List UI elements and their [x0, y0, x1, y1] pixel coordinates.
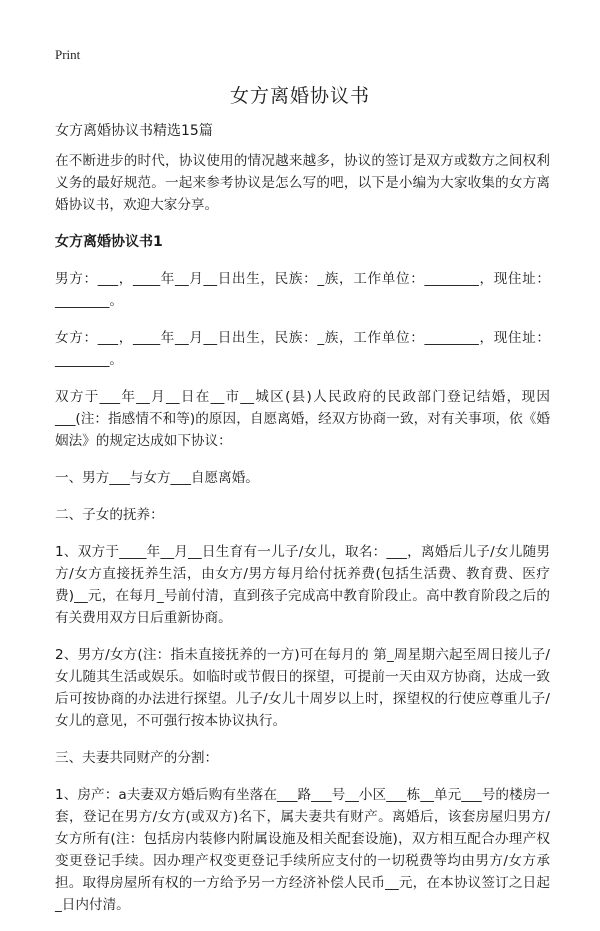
- clause-real-estate: 1、房产：a夫妻双方婚后购有坐落在___路___号__小区___栋__单元___号的楼房一套，登记在男方/女方(或双方)名下，属夫妻共有财产。离婚后，该套房屋归男方/女方所有(注：包括房内装修内附属设施及相关配套设施)，双方相互配合办理产权变更登记手续。因办理产权变更登记手续所应支付的一切税费等均由男方/女方承担。取得房屋所有权的一方给予另一方经济补偿人民币__元，在本协议签订之日起_日内付清。: [55, 787, 550, 913]
- intro-paragraph: 在不断进步的时代，协议使用的情况越来越多，协议的签订是双方或数方之间权利义务的最好规范。一起来参考协议是怎么写的吧，以下是小编为大家收集的女方离婚协议书，欢迎大家分享。: [55, 153, 550, 213]
- clause-voluntary-divorce: 一、男方___与女方___自愿离婚。: [55, 470, 259, 486]
- paragraph-marriage-statement: 双方于___年__月__日在__市__城区(县)人民政府的民政部门登记结婚，现因___(注：指感情不和等)的原因，自愿离婚，经双方协商一致，对有关事项，依《婚姻法》的规定达成如下协议：: [55, 389, 550, 449]
- print-link[interactable]: Print: [55, 47, 81, 62]
- document-subtitle: 女方离婚协议书精选15篇: [55, 123, 213, 139]
- document-body: [55, 150, 550, 931]
- paragraph-husband-info: 男方：___，____年__月__日出生，民族：_族，工作单位：________，现住址：________。: [55, 271, 550, 309]
- clause-child-support: 1、双方于____年__月__日生育有一儿子/女儿，取名：___，离婚后儿子/女儿随男方/女方直接抚养生活，由女方/男方每月给付抚养费(包括生活费、教育费、医疗费)__元，在每月_号前付清，直到孩子完成高中教育阶段止。高中教育阶段之后的有关费用双方日后重新协商。: [55, 544, 550, 626]
- paragraph-wife-info: 女方：___，____年__月__日出生，民族：_族，工作单位：________，现住址：________。: [55, 330, 550, 368]
- section-heading: 女方离婚协议书1: [55, 234, 163, 250]
- document-title: 女方离婚协议书: [229, 85, 370, 107]
- clause-property-heading: 三、夫妻共同财产的分割：: [55, 750, 219, 766]
- clause-child-custody-heading: 二、子女的抚养：: [55, 507, 164, 523]
- clause-visitation: 2、男方/女方(注：指未直接抚养的一方)可在每月的 第_周星期六起至周日接儿子/女儿随其生活或娱乐。如临时或节假日的探望，可提前一天由双方协商，达成一致后可按协商的办法进行探望。儿子/女儿十周岁以上时，探望权的行使应尊重儿子/女儿的意见，不可强行按本协议执行。: [55, 647, 550, 729]
